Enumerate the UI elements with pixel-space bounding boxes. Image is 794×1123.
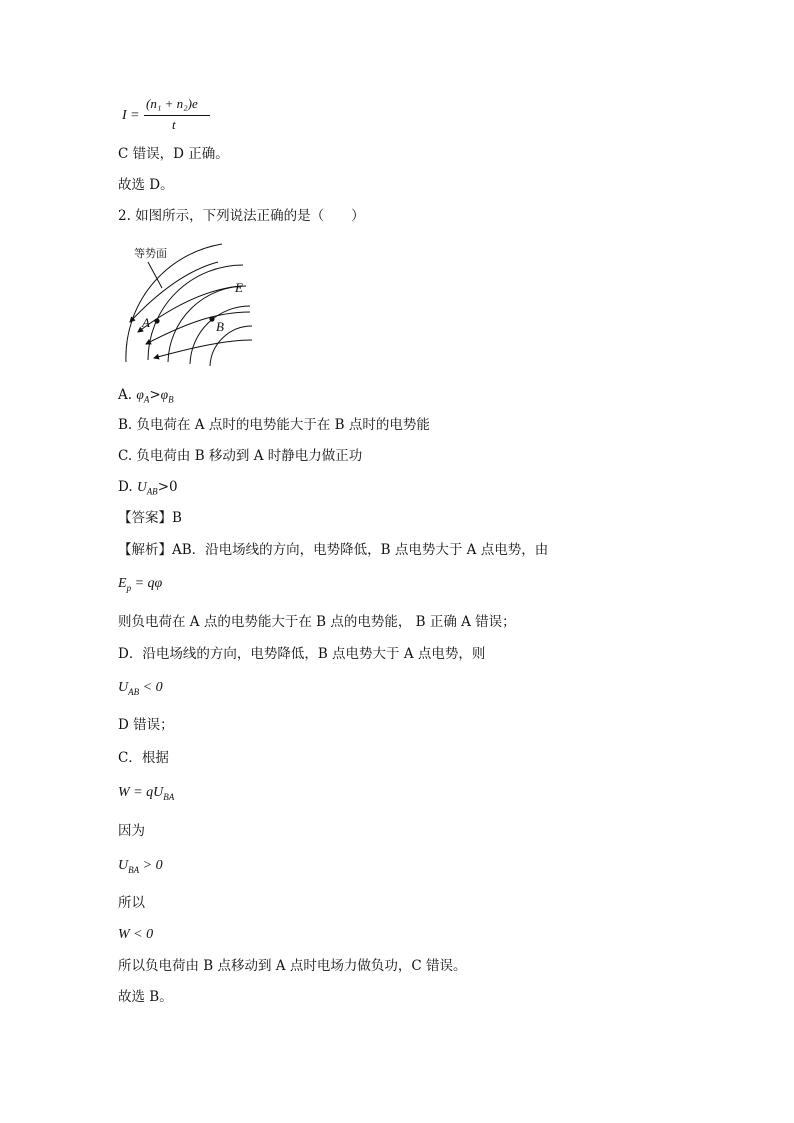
equation-w-neg: W < 0: [118, 927, 154, 942]
question-stem: 2. 如图所示，下列说法正确的是（ ）: [118, 208, 365, 224]
text-line: 所以负电荷由 B 点移动到 A 点时电场力做负功，C 错误。: [118, 958, 467, 974]
text-line: 所以: [118, 895, 145, 911]
text-line: 则负电荷在 A 点的电势能大于在 B 点的电势能， B 正确 A 错误；: [118, 614, 516, 630]
text-line: D 错误；: [118, 717, 174, 733]
answer-line: 【答案】B: [118, 510, 182, 526]
text-line: C 错误，D 正确。: [118, 146, 229, 162]
label-equipotential: 等势面: [134, 247, 167, 260]
formula-numerator: (n₁ + n₂)e: [146, 96, 198, 111]
formula-denominator: t: [172, 117, 176, 132]
label-b: B: [216, 319, 224, 334]
option-b: B. 负电荷在 A 点时的电势能大于在 B 点时的电势能: [118, 417, 430, 433]
point-b-dot: [209, 316, 214, 321]
equation-ep: $E_p = q\varphi$: [118, 576, 163, 593]
text-line: 因为: [118, 823, 145, 839]
equation-w: $W = qU_{BA}$: [118, 785, 175, 802]
analysis-line: 【解析】AB．沿电场线的方向，电势降低，B 点电势大于 A 点电势，由: [118, 542, 549, 558]
text-line: C．根据: [118, 750, 169, 766]
formula-lhs: I =: [122, 108, 140, 123]
point-a-dot: [154, 318, 159, 323]
text-line: D．沿电场线的方向，电势降低，B 点电势大于 A 点电势，则: [118, 646, 486, 662]
option-d: D. $U_{AB}>0$: [118, 479, 178, 497]
text-line: 故选 B。: [118, 989, 173, 1005]
equation-uba: $U_{BA} > 0$: [118, 858, 163, 875]
text-line: 故选 D。: [118, 177, 174, 193]
equation-uab: $U_{AB} < 0$: [118, 680, 163, 697]
formula-current: [118, 96, 228, 138]
label-e: E: [235, 280, 243, 295]
option-a: A. $\varphi_A>\varphi_B$: [118, 387, 174, 405]
equipotential-diagram: [118, 240, 258, 368]
label-a: A: [142, 315, 150, 330]
fraction-bar: [144, 115, 210, 116]
option-c: C. 负电荷由 B 移动到 A 时静电力做正功: [118, 448, 363, 464]
